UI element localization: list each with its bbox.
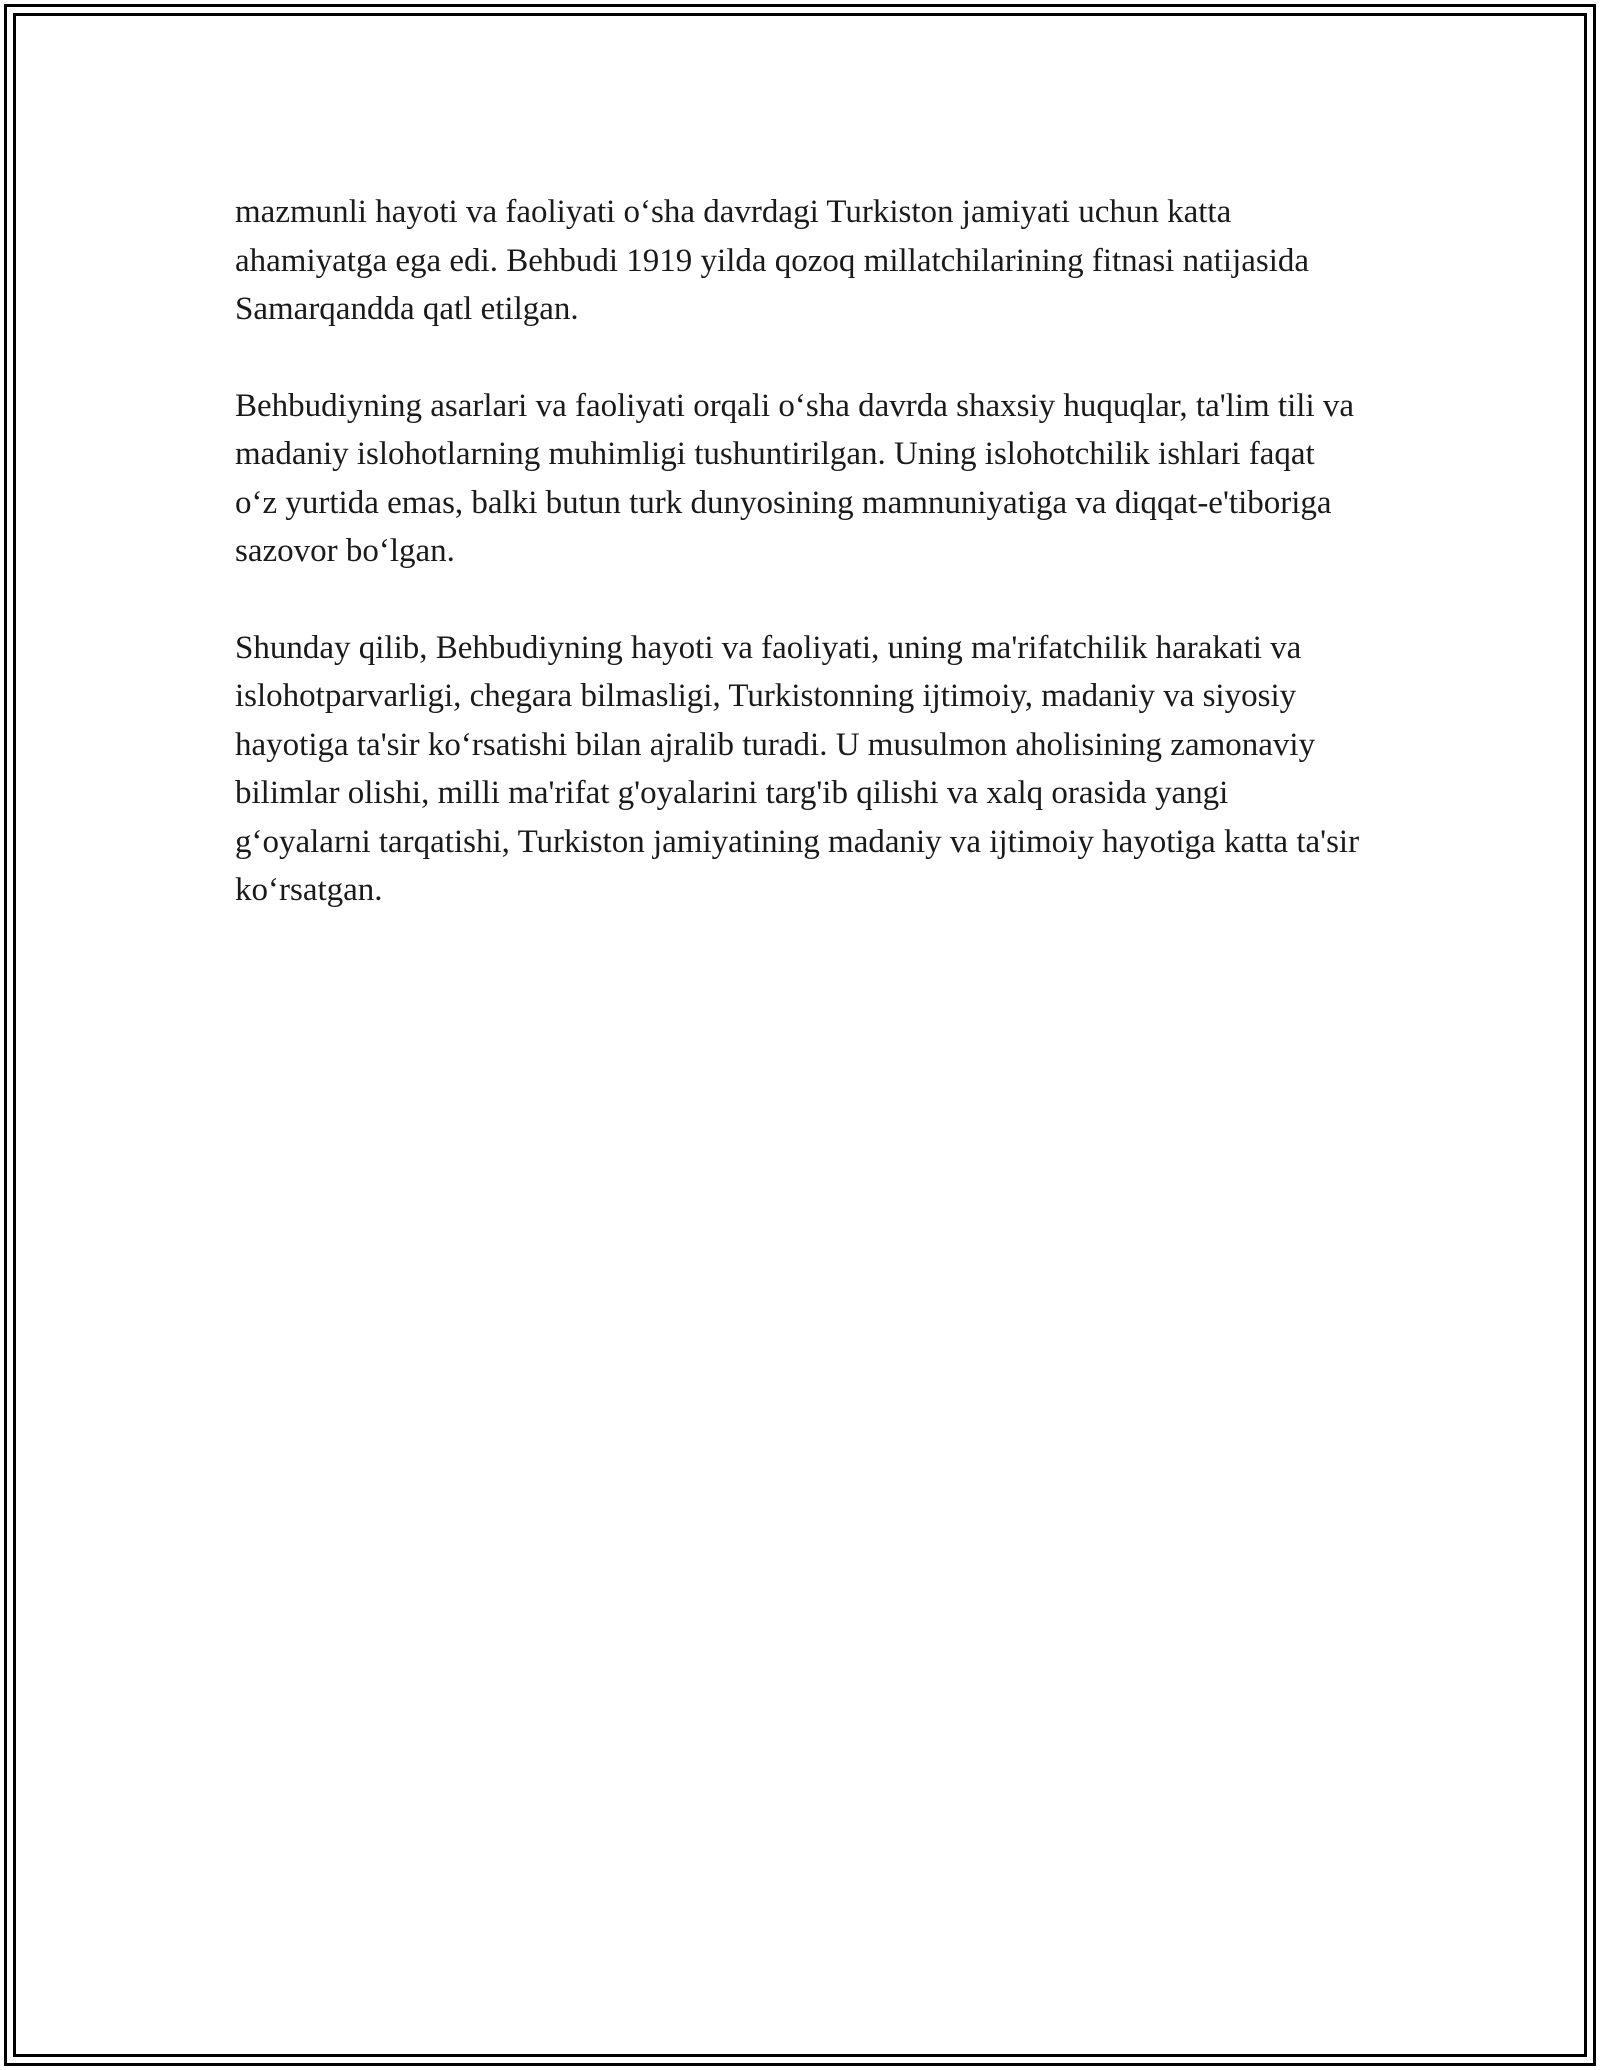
document-body <box>235 188 1365 963</box>
paragraph-2: Behbudiyning asarlari va faoliyati orqali o‘sha davrda shaxsiy huquqlar, ta'lim tili va madaniy islohotlarning muhimligi tushuntirilgan. Uning islohotchilik ishlari faqat o‘z yurtida emas, balki butun turk dunyosining mamnuniyatiga va diqqat-e'tiboriga sazovor bo‘lgan. <box>235 387 1355 569</box>
paragraph-1: mazmunli hayoti va faoliyati o‘sha davrdagi Turkiston jamiyati uchun katta ahamiyatga ega edi. Behbudi 1919 yilda qozoq millatchilarining fitnasi natijasida Samarqandda qatl etilgan. <box>235 194 1310 327</box>
paragraph-3: Shunday qilib, Behbudiyning hayoti va faoliyati, uning ma'rifatchilik harakati va islohotparvarligi, chegara bilmasligi, Turkistonning ijtimoiy, madaniy va siyosiy hayotiga ta'sir ko‘rsatishi bilan ajralib turadi. U musulmon aholisining zamonaviy bilimlar olishi, milli ma'rifat g'oyalarini targ'ib qilishi va xalq orasida yangi g‘oyalarni tarqatishi, Turkiston jamiyatining madaniy va ijtimoiy hayotiga katta ta'sir ko‘rsatgan. <box>235 629 1360 908</box>
